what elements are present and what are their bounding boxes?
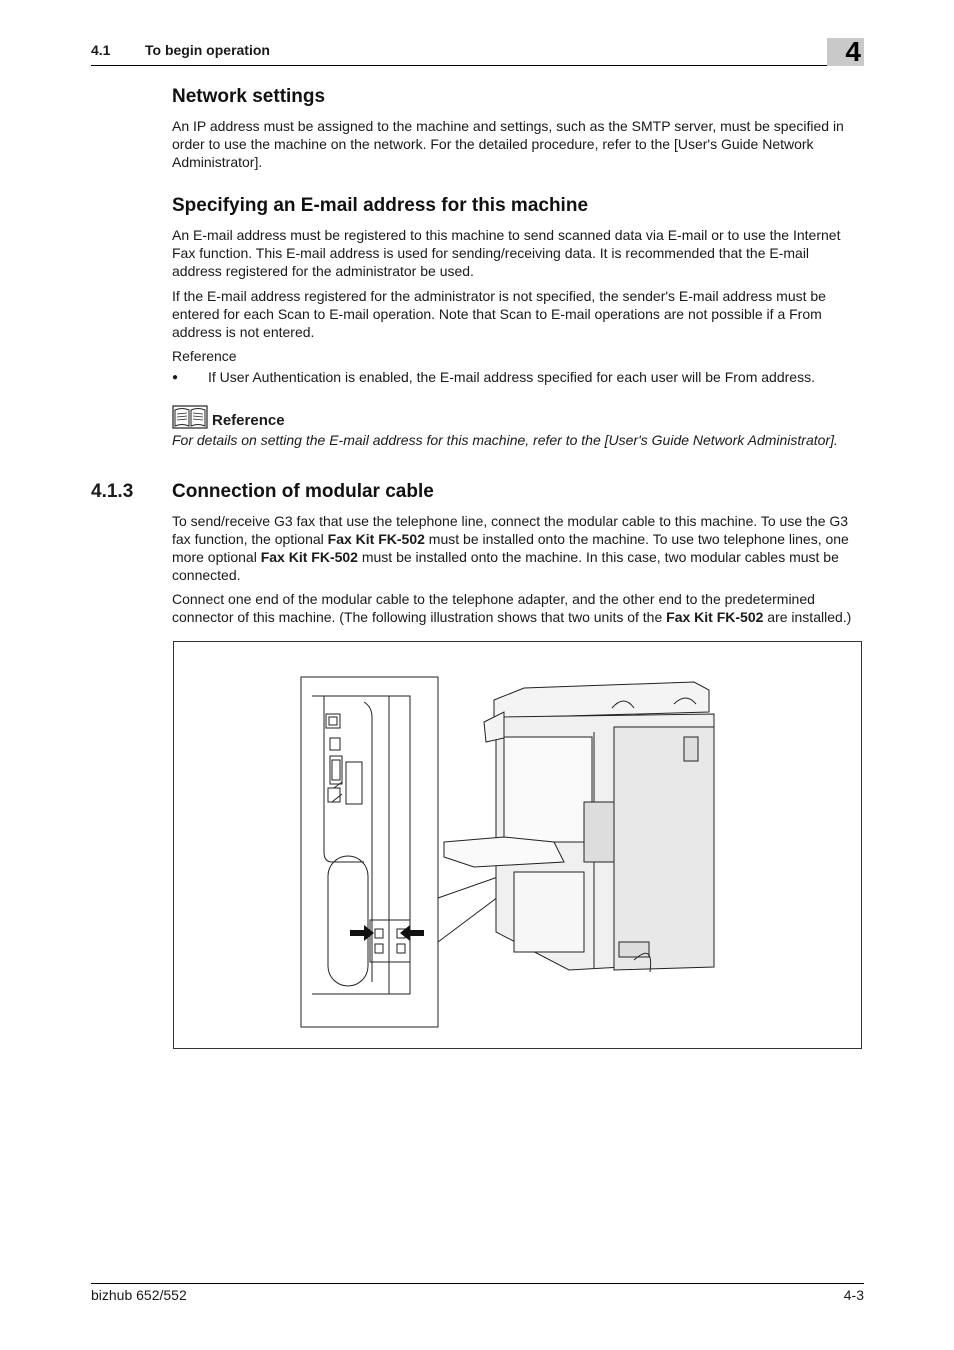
footer-page-number: 4-3 <box>843 1287 864 1303</box>
book-reference-icon <box>172 405 208 429</box>
refbox-title: Reference <box>212 412 285 429</box>
reference-label: Reference <box>172 348 237 364</box>
email-heading: Specifying an E-mail address for this machine <box>172 195 589 216</box>
header-rule <box>91 65 864 66</box>
chapter-number: 4 <box>845 36 861 67</box>
machine-illustration <box>174 642 861 1048</box>
email-paragraph-1: An E-mail address must be registered to this machine to send scanned data via E-mail or to use the Internet Fax function. This E-mail address is used for sending/receiving data. It is recommended that the E-mail address registered for the administrator be used. <box>172 227 841 279</box>
modular-heading: Connection of modular cable <box>172 481 434 502</box>
bullet-icon: ● <box>172 372 179 383</box>
email-paragraph-2: If the E-mail address registered for the administrator is not specified, the sender's E-mail address must be entered for each Scan to E-mail operation. Note that Scan to E-mail operations are not possible if a From address is not entered. <box>172 288 826 340</box>
modular-paragraph-2: Connect one end of the modular cable to the telephone adapter, and the other end to the predetermined connector of this machine. (The following illustration shows that two units of the Fax Kit FK-502 are installed.) <box>172 591 852 625</box>
modular-cable-figure <box>173 641 862 1049</box>
bullet-text: If User Authentication is enabled, the E-mail address specified for each user will be From address. <box>208 369 815 385</box>
network-settings-body: An IP address must be assigned to the machine and settings, such as the SMTP server, must be specified in order to use the machine on the network. For the detailed procedure, refer to the [User's Guide Network Administrator]. <box>172 118 844 170</box>
refbox-text: For details on setting the E-mail address for this machine, refer to the [User's Guide Network Administrator]. <box>172 432 838 448</box>
footer-model: bizhub 652/552 <box>91 1287 187 1303</box>
section-number: 4.1.3 <box>91 481 134 502</box>
header-section-title: To begin operation <box>145 42 270 58</box>
footer-rule <box>91 1283 864 1284</box>
network-settings-heading: Network settings <box>172 86 326 107</box>
header-section-number: 4.1 <box>91 42 111 58</box>
modular-paragraph-1: To send/receive G3 fax that use the telephone line, connect the modular cable to this machine. To use the G3 fax function, the optional Fax Kit FK-502 must be installed onto the machine. To use two telephone lines, one more optional Fax Kit FK-502 must be installed onto the machine. In this case, two modular cables must be connected. <box>172 513 849 583</box>
